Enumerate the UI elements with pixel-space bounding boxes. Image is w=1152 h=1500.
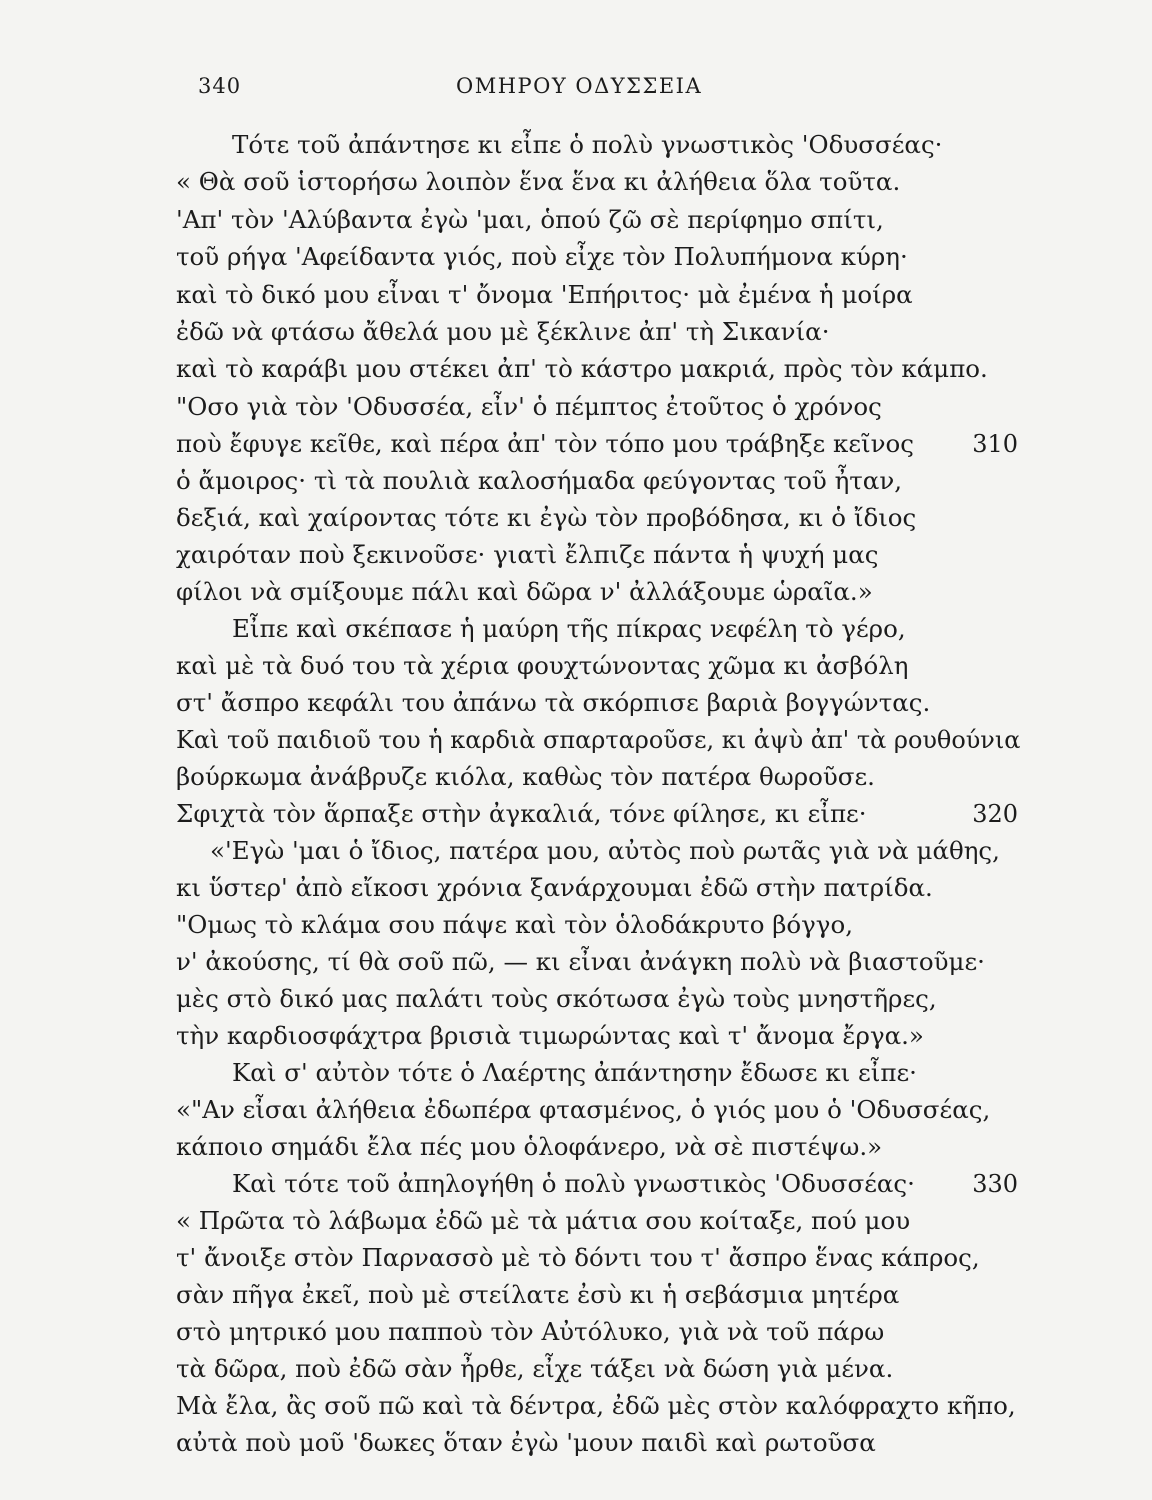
poem-line: "Οσο γιὰ τὸν 'Οδυσσέα, εἶν' ὁ πέμπτος ἐτοῦτος ὁ χρόνος <box>176 392 882 421</box>
poem-line: ποὺ ἔφυγε κεῖθε, καὶ πέρα ἀπ' τὸν τόπο μου τράβηξε κεῖνος <box>176 429 915 458</box>
page-number: 340 <box>198 74 242 98</box>
poem-line: στ' ἄσπρο κεφάλι του ἀπάνω τὰ σκόρπισε βαριὰ βογγώντας. <box>176 688 931 717</box>
poem-line: Τότε τοῦ ἀπάντησε κι εἶπε ὁ πολὺ γνωστικὸς 'Οδυσσέας· <box>232 130 943 159</box>
poem-line: καὶ τὸ καράβι μου στέκει ἀπ' τὸ κάστρο μακριά, πρὸς τὸν κάμπο. <box>176 354 988 383</box>
poem-line: καὶ μὲ τὰ δυό του τὰ χέρια φουχτώνοντας χῶμα κι ἀσβόλη <box>176 651 909 680</box>
poem-line: τὴν καρδιοσφάχτρα βρισιὰ τιμωρώντας καὶ τ' ἄνομα ἔργα.» <box>176 1021 924 1050</box>
poem-line: Μὰ ἔλα, ἂς σοῦ πῶ καὶ τὰ δέντρα, ἐδῶ μὲς στὸν καλόφραχτο κῆπο, <box>176 1391 1016 1420</box>
poem-line: στὸ μητρικό μου παπποὺ τὸν Αὐτόλυκο, γιὰ νὰ τοῦ πάρω <box>176 1317 885 1346</box>
running-title: ΟΜΗΡΟΥ ΟΔΥΣΣΕΙΑ <box>456 74 703 98</box>
poem-line: τοῦ ρήγα 'Αφείδαντα γιός, ποὺ εἶχε τὸν Πολυπήμονα κύρη· <box>176 242 908 271</box>
line-number: 310 <box>972 430 1018 458</box>
poem-line: χαιρόταν ποὺ ξεκινοῦσε· γιατὶ ἔλπιζε πάντα ἡ ψυχή μας <box>176 540 879 569</box>
poem-line: ὁ ἄμοιρος· τὶ τὰ πουλιὰ καλοσήμαδα φεύγοντας τοῦ ἦταν, <box>176 466 903 495</box>
poem-line: Σφιχτὰ τὸν ἅρπαξε στὴν ἀγκαλιά, τόνε φίλησε, κι εἶπε· <box>176 799 867 828</box>
poem-line: Εἶπε καὶ σκέπασε ἡ μαύρη τῆς πίκρας νεφέλη τὸ γέρο, <box>232 614 906 643</box>
poem-line: τ' ἄνοιξε στὸν Παρνασσὸ μὲ τὸ δόντι του τ' ἄσπρο ἕνας κάπρος, <box>176 1243 980 1272</box>
poem-line: Καὶ σ' αὐτὸν τότε ὁ Λαέρτης ἀπάντησην ἔδωσε κι εἶπε· <box>232 1058 917 1087</box>
line-number: 330 <box>972 1170 1018 1198</box>
poem-line: ἐδῶ νὰ φτάσω ἄθελά μου μὲ ξέκλινε ἀπ' τὴ Σικανία· <box>176 317 830 346</box>
poem-line: κι ὕστερ' ἀπὸ εἴκοσι χρόνια ξανάρχουμαι ἐδῶ στὴν πατρίδα. <box>176 873 933 902</box>
poem-line: κάποιο σημάδι ἔλα πές μου ὁλοφάνερο, νὰ σὲ πιστέψω.» <box>176 1132 883 1161</box>
poem-line: δεξιά, καὶ χαίροντας τότε κι ἐγὼ τὸν προβόδησα, κι ὁ ἴδιος <box>176 503 917 532</box>
poem-line: « Πρῶτα τὸ λάβωμα ἐδῶ μὲ τὰ μάτια σου κοίταξε, πού μου <box>176 1206 911 1235</box>
line-number: 320 <box>972 800 1018 828</box>
poem-line: « Θὰ σοῦ ἱστορήσω λοιπὸν ἕνα ἕνα κι ἀλήθεια ὅλα τοῦτα. <box>176 167 901 196</box>
poem-line: Καὶ τότε τοῦ ἀπηλογήθη ὁ πολὺ γνωστικὸς 'Οδυσσέας· <box>232 1169 915 1198</box>
poem-line: ν' ἀκούσης, τί θὰ σοῦ πῶ, — κι εἶναι ἀνάγκη πολὺ νὰ βιαστοῦμε· <box>176 947 985 976</box>
poem-line: «"Αν εἶσαι ἀλήθεια ἐδωπέρα φτασμένος, ὁ γιός μου ὁ 'Οδυσσέας, <box>176 1095 991 1124</box>
poem-line: «'Εγὼ 'μαι ὁ ἴδιος, πατέρα μου, αὐτὸς ποὺ ρωτᾶς γιὰ νὰ μάθης, <box>210 836 1000 865</box>
poem-line: σὰν πῆγα ἐκεῖ, ποὺ μὲ στείλατε ἐσὺ κι ἡ σεβάσμια μητέρα <box>176 1280 900 1309</box>
poem-line: 'Απ' τὸν 'Αλύβαντα ἐγὼ 'μαι, ὁπού ζῶ σὲ περίφημο σπίτι, <box>176 205 884 234</box>
poem-line: τὰ δῶρα, ποὺ ἐδῶ σὰν ἦρθε, εἶχε τάξει νὰ δώση γιὰ μένα. <box>176 1354 894 1383</box>
poem-line: μὲς στὸ δικό μας παλάτι τοὺς σκότωσα ἐγὼ τοὺς μνηστῆρες, <box>176 984 937 1013</box>
poem-line: αὐτὰ ποὺ μοῦ 'δωκες ὅταν ἐγὼ 'μουν παιδὶ καὶ ρωτοῦσα <box>176 1428 876 1457</box>
poem-line: βούρκωμα ἀνάβρυζε κιόλα, καθὼς τὸν πατέρα θωροῦσε. <box>176 762 875 791</box>
poem-line: Καὶ τοῦ παιδιοῦ του ἡ καρδιὰ σπαρταροῦσε, κι ἀψὺ ἀπ' τὰ ρουθούνια <box>176 725 1021 754</box>
poem-line: "Ομως τὸ κλάμα σου πάψε καὶ τὸν ὁλοδάκρυτο βόγγο, <box>176 910 853 939</box>
poem-line: φίλοι νὰ σμίξουμε πάλι καὶ δῶρα ν' ἀλλάξουμε ὡραῖα.» <box>176 577 873 606</box>
poem-line: καὶ τὸ δικό μου εἶναι τ' ὄνομα 'Επήριτος· μὰ ἐμένα ἡ μοίρα <box>176 280 913 309</box>
